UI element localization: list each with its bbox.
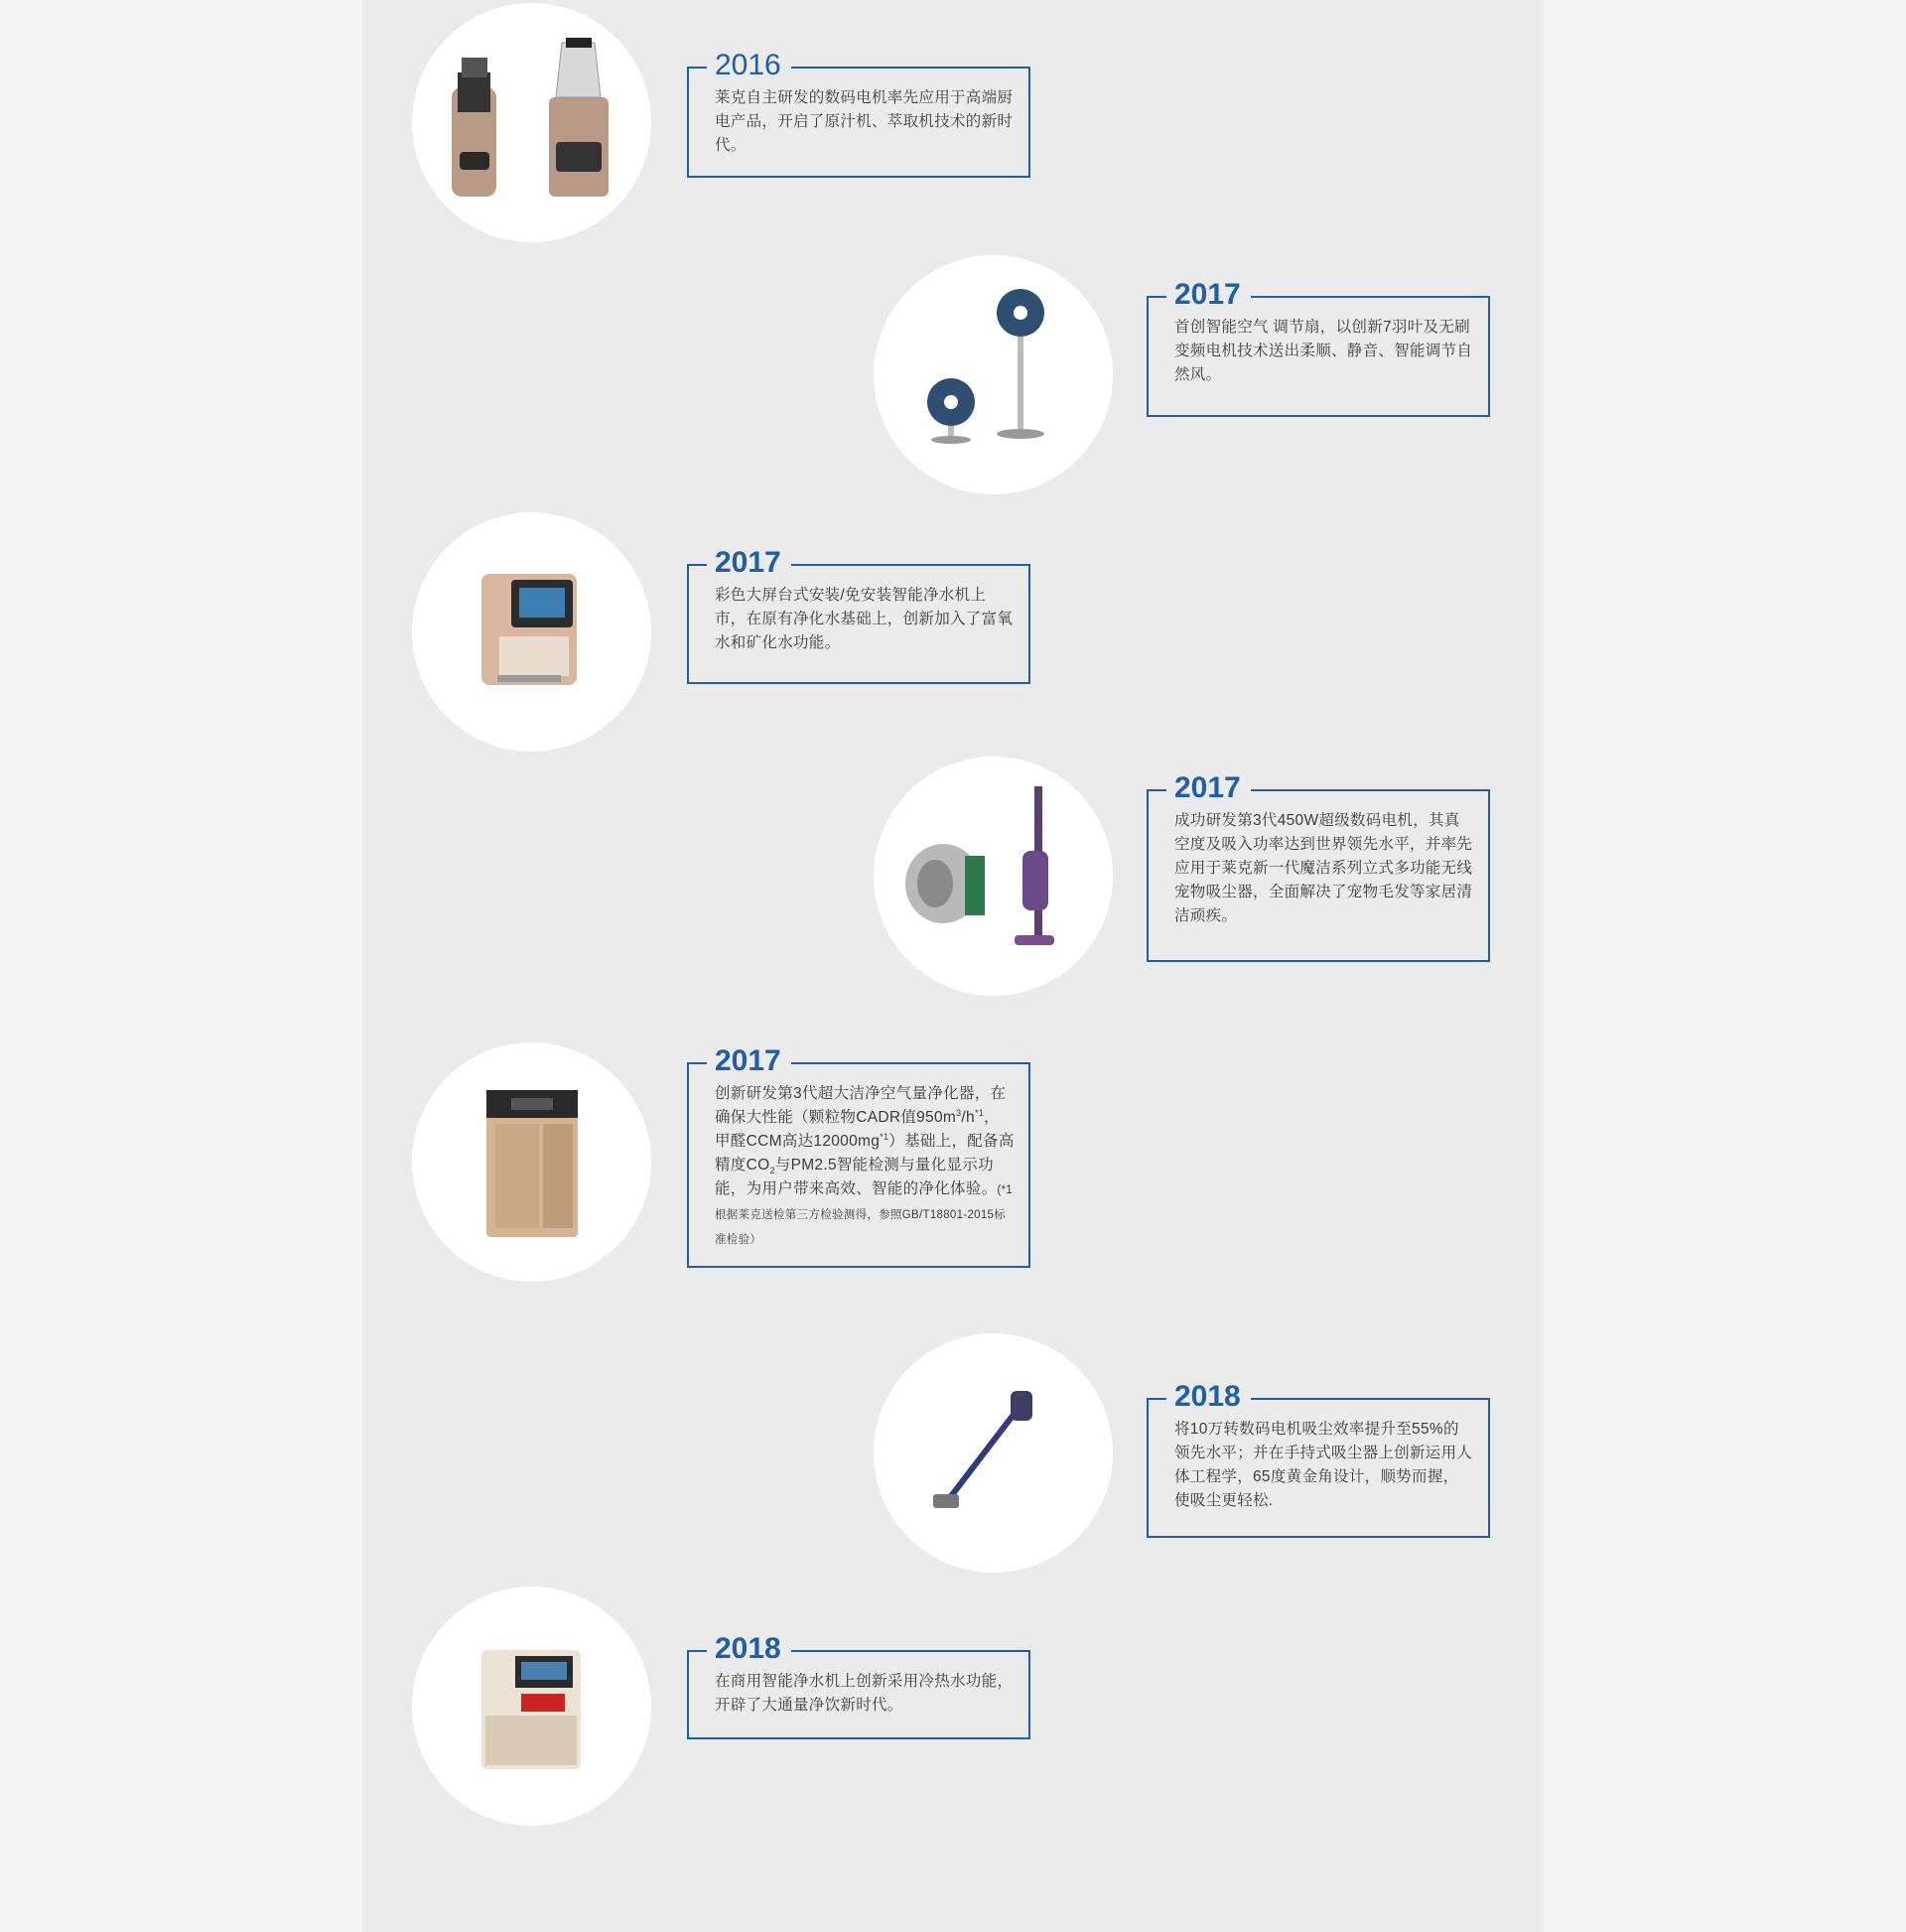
year-label: 2018 — [707, 1631, 791, 1667]
year-label: 2017 — [1166, 277, 1251, 313]
juicer-and-blender-image — [412, 3, 651, 242]
motor-and-vacuum-image — [874, 757, 1113, 996]
year-label: 2017 — [707, 1043, 791, 1079]
description-text: 在商用智能净水机上创新采用冷热水功能，开辟了大通量净饮新时代。 — [715, 1673, 1014, 1714]
description-text: 创新研发第3代超大洁净空气量净化器，在确保大性能（颗粒物CADR值$950m^3/h^{*1}$，甲醛CCM高达$12000mg^{*1}$）基础上，配备高精度$CO_2$与PM2.5智能检测与量化显示功能，为用户带来高效、智能的净化体验。(*1根据莱克送检第三方检验测得，参照GB/T18801-2015标准检验） — [715, 1085, 1015, 1246]
product-image-circle — [874, 1333, 1113, 1573]
year-label: 2017 — [1166, 770, 1251, 806]
year-label: 2018 — [1166, 1379, 1251, 1415]
year-label: 2016 — [707, 48, 791, 83]
product-image-circle — [874, 757, 1113, 996]
timeline-card — [687, 1044, 1030, 1268]
commercial-water-dispenser-image — [412, 1587, 651, 1826]
stick-vacuum-image — [874, 1333, 1113, 1573]
timeline-card — [687, 546, 1030, 684]
description-text: 彩色大屏台式安装/免安装智能净水机上市，在原有净化水基础上，创新加入了富氧水和矿化水功能。 — [715, 587, 1014, 651]
product-image-circle — [874, 255, 1113, 494]
year-label: 2017 — [707, 545, 791, 581]
description-text: 首创智能空气 调节扇，以创新7羽叶及无刷变频电机技术送出柔顺、静音、智能调节自然风。 — [1174, 319, 1473, 383]
description-text: 莱克自主研发的数码电机率先应用于高端厨电产品，开启了原汁机、萃取机技术的新时代。 — [715, 89, 1014, 154]
timeline-card — [687, 49, 1030, 178]
timeline-card — [1147, 278, 1490, 417]
product-image-circle — [412, 1042, 651, 1282]
product-image-circle — [412, 1587, 651, 1826]
fans-image — [874, 255, 1113, 494]
product-image-circle — [412, 512, 651, 752]
product-image-circle — [412, 3, 651, 242]
description-text: 将10万转数码电机吸尘效率提升至55%的领先水平；并在手持式吸尘器上创新运用人体工程学，65度黄金角设计，顺势而握，使吸尘更轻松. — [1174, 1421, 1473, 1509]
description-text: 成功研发第3代450W超级数码电机，其真空度及吸入功率达到世界领先水平，并率先应用于莱克新一代魔洁系列立式多功能无线宠物吸尘器，全面解决了宠物毛发等家居清洁顽疾。 — [1174, 812, 1473, 924]
water-purifier-image — [412, 512, 651, 752]
air-purifier-image — [412, 1042, 651, 1282]
footnote-text: (*1根据莱克送检第三方检验测得，参照GB/T18801-2015标准检验） — [715, 1184, 1014, 1246]
timeline-panel — [362, 0, 1544, 1932]
timeline-card — [687, 1632, 1030, 1739]
timeline-card — [1147, 1380, 1490, 1538]
timeline-card — [1147, 771, 1490, 962]
